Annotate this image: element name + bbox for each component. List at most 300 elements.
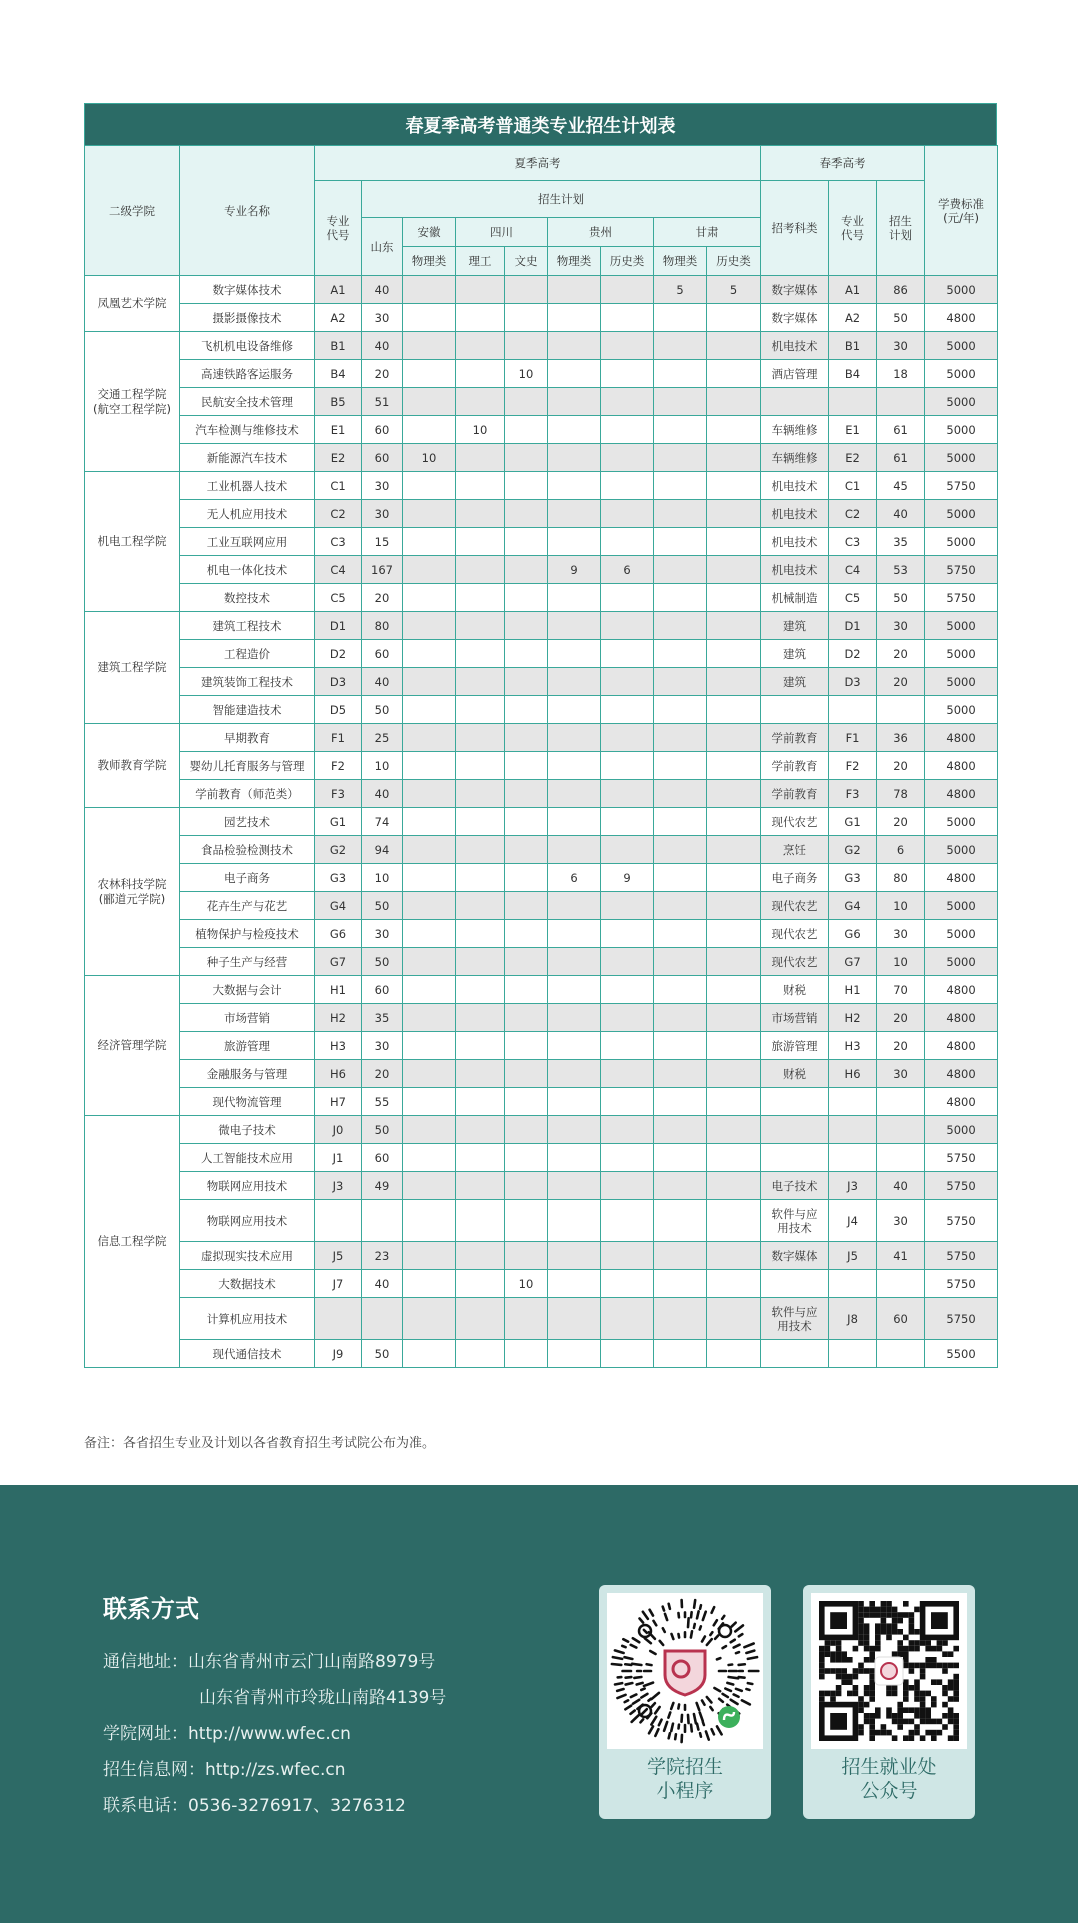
anhui-physics-cell [403, 1144, 456, 1172]
qr-module [953, 1719, 959, 1725]
code-dash [669, 1604, 670, 1609]
spring-category-cell: 机电技术 [761, 556, 829, 584]
qr-module [937, 1646, 943, 1652]
qr-module [830, 1696, 836, 1702]
guizhou-history-cell [601, 332, 654, 360]
fee-cell: 5750 [925, 1270, 998, 1298]
qr-code-icon [811, 1593, 967, 1749]
shandong-cell: 74 [362, 808, 403, 836]
header-gansu-history: 历史类 [707, 247, 761, 276]
qr-module [920, 1663, 926, 1669]
shandong-cell: 10 [362, 752, 403, 780]
sichuan-science-cell [456, 584, 505, 612]
qr-logo-emblem [881, 1663, 897, 1679]
anhui-physics-cell [403, 1116, 456, 1144]
spring-code-cell: H6 [829, 1060, 877, 1088]
sichuan-arts-cell [505, 1172, 548, 1200]
sichuan-arts-cell [505, 864, 548, 892]
qr-module [869, 1657, 875, 1663]
guizhou-physics-cell [548, 332, 601, 360]
anhui-physics-cell: 10 [403, 444, 456, 472]
anhui-physics-cell [403, 1032, 456, 1060]
guizhou-history-cell [601, 444, 654, 472]
gansu-physics-cell [654, 780, 707, 808]
fee-cell: 4800 [925, 1032, 998, 1060]
qr-module [925, 1730, 931, 1736]
anhui-physics-cell [403, 640, 456, 668]
major-cell: 工业互联网应用 [180, 528, 315, 556]
code-cell: J1 [315, 1144, 362, 1172]
qr-module [953, 1646, 959, 1652]
fee-cell: 5750 [925, 1172, 998, 1200]
qr-module [903, 1691, 909, 1697]
gansu-physics-cell [654, 444, 707, 472]
shandong-cell: 30 [362, 1032, 403, 1060]
header-shandong: 山东 [362, 218, 403, 276]
sichuan-arts-cell [505, 668, 548, 696]
guizhou-physics-cell [548, 472, 601, 500]
gansu-physics-cell [654, 556, 707, 584]
fee-cell: 5000 [925, 640, 998, 668]
qr-module [920, 1668, 926, 1674]
code-dash [691, 1631, 692, 1637]
code-dash [731, 1623, 735, 1627]
guizhou-physics-cell [548, 444, 601, 472]
guizhou-history-cell [601, 1088, 654, 1116]
qr-module [892, 1691, 898, 1697]
qr-module [953, 1679, 959, 1685]
qr-module [931, 1702, 937, 1708]
major-cell: 数控技术 [180, 584, 315, 612]
qr-module [892, 1651, 898, 1657]
sichuan-science-cell [456, 668, 505, 696]
qr-module [881, 1607, 887, 1613]
qr-module [847, 1674, 853, 1680]
address-1: 山东省青州市云门山南路8979号 [188, 1652, 436, 1672]
qr-module [858, 1623, 864, 1629]
header-code: 专业 代号 [315, 181, 362, 276]
code-dash [663, 1607, 664, 1611]
mini-program-card[interactable] [599, 1585, 771, 1819]
guizhou-history-cell [601, 388, 654, 416]
qr-module [819, 1668, 825, 1674]
code-dash [723, 1646, 726, 1648]
qr-module [914, 1663, 920, 1669]
code-dash [710, 1707, 712, 1710]
code-cell [315, 1298, 362, 1340]
code-cell: E2 [315, 444, 362, 472]
qr-module [875, 1730, 881, 1736]
sichuan-science-cell [456, 556, 505, 584]
qr-module [909, 1685, 915, 1691]
gansu-history-cell [707, 360, 761, 388]
code-dash [625, 1700, 628, 1702]
website-link[interactable]: http://www.wfec.cn [188, 1724, 351, 1744]
address-label: 通信地址： [103, 1652, 188, 1672]
shandong-cell: 40 [362, 668, 403, 696]
code-dash [722, 1616, 724, 1619]
anhui-physics-cell [403, 948, 456, 976]
major-cell: 现代物流管理 [180, 1088, 315, 1116]
spring-code-cell: C5 [829, 584, 877, 612]
qr-module [869, 1685, 875, 1691]
qr-module [836, 1685, 842, 1691]
gansu-history-cell [707, 444, 761, 472]
major-cell: 大数据技术 [180, 1270, 315, 1298]
code-dash [714, 1620, 717, 1625]
qr-module [853, 1674, 859, 1680]
table-row [85, 416, 998, 444]
qr-module [825, 1668, 831, 1674]
spring-code-cell: J4 [829, 1200, 877, 1242]
qr-module [886, 1629, 892, 1635]
table-row [85, 1242, 998, 1270]
guizhou-physics-cell [548, 500, 601, 528]
fee-cell: 5000 [925, 444, 998, 472]
spring-category-cell: 学前教育 [761, 752, 829, 780]
qr-module [869, 1612, 875, 1618]
code-dash [651, 1717, 656, 1725]
table-row [85, 612, 998, 640]
qr-module [925, 1707, 931, 1713]
sichuan-arts-cell [505, 1298, 548, 1340]
qr-module [897, 1702, 903, 1708]
code-dash [706, 1731, 709, 1739]
code-dash [702, 1700, 704, 1704]
qr-module [937, 1730, 943, 1736]
guizhou-history-cell [601, 1270, 654, 1298]
guizhou-history-cell [601, 920, 654, 948]
qr-module [875, 1623, 881, 1629]
qr-module [920, 1713, 926, 1719]
gansu-history-cell [707, 668, 761, 696]
spring-plan-cell [877, 1088, 925, 1116]
sichuan-science-cell [456, 472, 505, 500]
guizhou-physics-cell [548, 1200, 601, 1242]
qr-module [925, 1657, 931, 1663]
code-dash [688, 1715, 689, 1723]
qr-module [914, 1646, 920, 1652]
anhui-physics-cell [403, 276, 456, 304]
guizhou-physics-cell [548, 416, 601, 444]
code-dash [668, 1712, 670, 1717]
code-dash [643, 1612, 648, 1619]
spring-plan-cell: 20 [877, 1032, 925, 1060]
qr-module [819, 1663, 825, 1669]
qr-module [897, 1707, 903, 1713]
qr-module [869, 1679, 875, 1685]
spring-code-cell [829, 1088, 877, 1116]
code-dash [678, 1704, 679, 1708]
table-row [85, 808, 998, 836]
spring-plan-cell: 10 [877, 892, 925, 920]
gansu-history-cell [707, 780, 761, 808]
anhui-physics-cell [403, 1004, 456, 1032]
code-dash [703, 1612, 706, 1620]
spring-code-cell [829, 1144, 877, 1172]
school-emblem [665, 1651, 705, 1695]
major-cell: 大数据与会计 [180, 976, 315, 1004]
code-dash [615, 1650, 624, 1653]
guizhou-physics-cell [548, 836, 601, 864]
major-cell: 种子生产与经营 [180, 948, 315, 976]
guizhou-history-cell [601, 1172, 654, 1200]
guizhou-physics-cell [548, 1004, 601, 1032]
qr-module [909, 1640, 915, 1646]
plan-table [84, 145, 998, 1368]
qr-module [903, 1646, 909, 1652]
code-cell [315, 1200, 362, 1242]
qr-module [920, 1691, 926, 1697]
code-cell: H6 [315, 1060, 362, 1088]
spring-category-cell: 建筑 [761, 640, 829, 668]
shandong-cell: 40 [362, 332, 403, 360]
guizhou-history-cell [601, 780, 654, 808]
guizhou-history-cell [601, 584, 654, 612]
sichuan-arts-cell [505, 388, 548, 416]
sichuan-arts-cell [505, 1200, 548, 1242]
gansu-physics-cell [654, 388, 707, 416]
qr-module [875, 1707, 881, 1713]
shandong-cell: 50 [362, 892, 403, 920]
spring-plan-cell: 10 [877, 948, 925, 976]
gansu-history-cell [707, 332, 761, 360]
guizhou-physics-cell [548, 892, 601, 920]
qr-module [953, 1730, 959, 1736]
admission-line [103, 1755, 345, 1780]
major-cell: 高速铁路客运服务 [180, 360, 315, 388]
qr-module [909, 1646, 915, 1652]
qr-module [858, 1730, 864, 1736]
gansu-history-cell [707, 1200, 761, 1242]
major-cell: 早期教育 [180, 724, 315, 752]
qr-module [953, 1713, 959, 1719]
spring-category-cell: 财税 [761, 976, 829, 1004]
major-cell: 汽车检测与维修技术 [180, 416, 315, 444]
spring-plan-cell [877, 1340, 925, 1368]
qr-module [869, 1735, 875, 1741]
college-cell: 建筑工程学院 [85, 612, 180, 724]
spring-code-cell: A2 [829, 304, 877, 332]
spring-code-cell: C3 [829, 528, 877, 556]
spring-plan-cell: 36 [877, 724, 925, 752]
qr-module [864, 1629, 870, 1635]
guizhou-physics-cell: 6 [548, 864, 601, 892]
major-cell: 工程造价 [180, 640, 315, 668]
code-dash [691, 1612, 692, 1617]
anhui-physics-cell [403, 696, 456, 724]
code-dash [725, 1689, 731, 1691]
qr-module [897, 1719, 903, 1725]
qr-module [875, 1607, 881, 1613]
code-dash [697, 1703, 700, 1710]
header-anhui-physics: 物理类 [403, 247, 456, 276]
header-major: 专业名称 [180, 146, 315, 276]
qr-module [948, 1713, 954, 1719]
spring-code-cell: F3 [829, 780, 877, 808]
qr-module [903, 1719, 909, 1725]
sichuan-arts-cell [505, 1242, 548, 1270]
fee-cell: 5750 [925, 1242, 998, 1270]
code-dash [612, 1664, 621, 1665]
fee-cell: 5000 [925, 332, 998, 360]
anhui-physics-cell [403, 1060, 456, 1088]
table-row [85, 640, 998, 668]
qr-module [920, 1719, 926, 1725]
gansu-physics-cell [654, 724, 707, 752]
sichuan-science-cell [456, 444, 505, 472]
gansu-physics-cell [654, 584, 707, 612]
qr-module [909, 1719, 915, 1725]
college-cell: 教师教育学院 [85, 724, 180, 808]
sichuan-science-cell [456, 388, 505, 416]
qr-module [892, 1735, 898, 1741]
code-dash [622, 1646, 625, 1647]
sichuan-arts-cell [505, 1088, 548, 1116]
qr-module [858, 1668, 864, 1674]
qr-module [869, 1607, 875, 1613]
qr-module [953, 1691, 959, 1697]
code-cell: C3 [315, 528, 362, 556]
code-cell: H1 [315, 976, 362, 1004]
table-row [85, 1116, 998, 1144]
spring-code-cell: D3 [829, 668, 877, 696]
table-row [85, 276, 998, 304]
table-row [85, 1004, 998, 1032]
guizhou-history-cell [601, 360, 654, 388]
table-title: 春夏季高考普通类专业招生计划表 [84, 103, 997, 145]
spring-code-cell: D1 [829, 612, 877, 640]
sichuan-science-cell [456, 892, 505, 920]
admission-link[interactable]: http://zs.wfec.cn [205, 1760, 346, 1780]
qr-module [886, 1691, 892, 1697]
spring-code-cell [829, 696, 877, 724]
spring-code-cell: E2 [829, 444, 877, 472]
admission-label: 招生信息网： [103, 1760, 205, 1780]
sichuan-science-cell [456, 1116, 505, 1144]
code-dash [664, 1722, 667, 1731]
qr-module [841, 1668, 847, 1674]
fee-cell: 4800 [925, 864, 998, 892]
gansu-physics-cell [654, 472, 707, 500]
guizhou-history-cell [601, 1144, 654, 1172]
code-dash [631, 1694, 636, 1697]
code-dash [691, 1725, 692, 1732]
code-dash [707, 1639, 712, 1645]
code-dash [665, 1614, 667, 1620]
qr-module [858, 1640, 864, 1646]
spring-code-cell [829, 1340, 877, 1368]
anhui-physics-cell [403, 500, 456, 528]
major-cell: 婴幼儿托育服务与管理 [180, 752, 315, 780]
spring-code-cell [829, 1116, 877, 1144]
gansu-history-cell [707, 1088, 761, 1116]
college-cell: 机电工程学院 [85, 472, 180, 612]
spring-plan-cell: 86 [877, 276, 925, 304]
qr-module [875, 1629, 881, 1635]
sichuan-science-cell [456, 528, 505, 556]
sichuan-science-cell: 10 [456, 416, 505, 444]
table-row [85, 696, 998, 724]
anhui-physics-cell [403, 892, 456, 920]
fee-cell: 5000 [925, 892, 998, 920]
guizhou-history-cell [601, 1298, 654, 1340]
official-account-card[interactable] [803, 1585, 975, 1819]
sichuan-arts-cell [505, 1340, 548, 1368]
anhui-physics-cell [403, 332, 456, 360]
gansu-physics-cell [654, 920, 707, 948]
shandong-cell: 60 [362, 1144, 403, 1172]
shandong-cell: 50 [362, 948, 403, 976]
guizhou-physics-cell [548, 1032, 601, 1060]
qr-module [897, 1646, 903, 1652]
code-cell: B5 [315, 388, 362, 416]
qr-module [864, 1668, 870, 1674]
spring-code-cell: A1 [829, 276, 877, 304]
code-dash [672, 1634, 674, 1639]
qr-module [858, 1663, 864, 1669]
qr-module [892, 1629, 898, 1635]
sichuan-science-cell [456, 500, 505, 528]
qr-module [836, 1640, 842, 1646]
gansu-physics-cell [654, 1172, 707, 1200]
qr-module [886, 1635, 892, 1641]
sichuan-science-cell [456, 640, 505, 668]
table-row [85, 780, 998, 808]
qr-finder-center [830, 1713, 847, 1730]
spring-plan-cell: 40 [877, 1172, 925, 1200]
anhui-physics-cell [403, 1270, 456, 1298]
spring-category-cell: 车辆维修 [761, 416, 829, 444]
spring-plan-cell: 80 [877, 864, 925, 892]
shandong-cell: 35 [362, 1004, 403, 1032]
guizhou-physics-cell [548, 1270, 601, 1298]
code-dash [744, 1644, 753, 1648]
sichuan-science-cell [456, 1144, 505, 1172]
spring-category-cell: 学前教育 [761, 724, 829, 752]
sichuan-arts-cell [505, 892, 548, 920]
qr-module [903, 1707, 909, 1713]
header-gansu-physics: 物理类 [654, 247, 707, 276]
code-dash [727, 1683, 733, 1685]
qr-module [920, 1707, 926, 1713]
sichuan-arts-cell [505, 332, 548, 360]
spring-code-cell: B1 [829, 332, 877, 360]
spring-category-cell: 机电技术 [761, 528, 829, 556]
qr-module [858, 1707, 864, 1713]
spring-code-cell: G7 [829, 948, 877, 976]
anhui-physics-cell [403, 1088, 456, 1116]
qr-module [953, 1685, 959, 1691]
spring-code-cell [829, 388, 877, 416]
code-cell: D1 [315, 612, 362, 640]
table-row [85, 948, 998, 976]
major-cell: 飞机机电设备维修 [180, 332, 315, 360]
qr-module [864, 1685, 870, 1691]
mini-program-code-icon [607, 1593, 763, 1749]
table-row [85, 976, 998, 1004]
qr-module [875, 1612, 881, 1618]
table-row [85, 836, 998, 864]
qr-module [914, 1696, 920, 1702]
guizhou-history-cell [601, 1060, 654, 1088]
qr-module [909, 1612, 915, 1618]
code-dash [634, 1677, 641, 1678]
qr-module [953, 1696, 959, 1702]
fee-cell: 4800 [925, 304, 998, 332]
shandong-cell [362, 1200, 403, 1242]
qr-module [948, 1719, 954, 1725]
